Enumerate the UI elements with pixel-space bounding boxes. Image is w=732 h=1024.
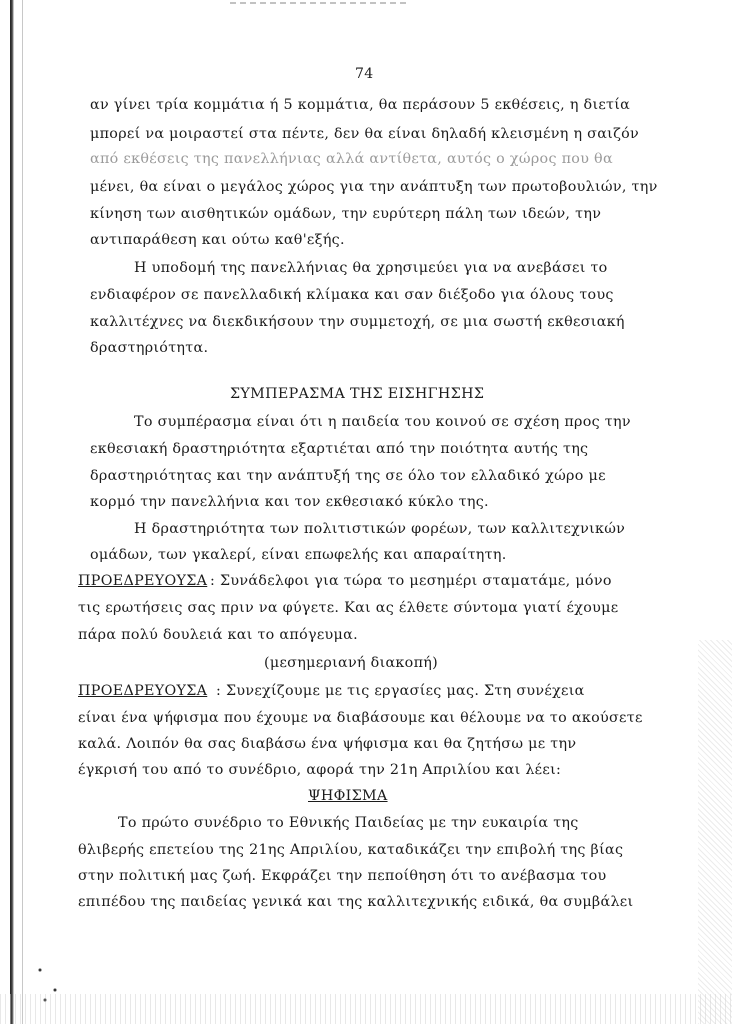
text-line: Η δραστηριότητα των πολιτιστικών φορέων, των καλλιτεχνικών (134, 521, 626, 537)
text-line: θλιβερής επετείου της 21ης Απριλίου, καταδικάζει την επιβολή της βίας (78, 842, 624, 858)
text-line: δραστηριότητα. (90, 340, 209, 356)
text-line: Η υποδομή της πανελλήνιας θα χρησιμεύει για να ανεβάσει το (134, 260, 608, 276)
text-line: : Συνάδελφοι για τώρα το μεσημέρι σταματάμε, μόνο (210, 573, 612, 589)
text-line: αντιπαράθεση και ούτω καθ'εξής. (90, 232, 345, 248)
text-line: ομάδων, των γκαλερί, είναι επωφελής και απαραίτητη. (90, 547, 507, 563)
resolution-heading: ΨΗΦΙΣΜΑ (308, 788, 388, 804)
text-line: μένει, θα είναι ο μεγάλος χώρος για την ανάπτυξη των πρωτοβουλιών, την (90, 179, 658, 195)
section-heading: ΣΥΜΠΕΡΑΣΜΑ ΤΗΣ ΕΙΣΗΓΗΣΗΣ (230, 386, 485, 402)
scan-noise-bottom (0, 994, 732, 1024)
text-line: : Συνεχίζουμε με τις εργασίες μας. Στη συνέχεια (216, 683, 585, 699)
text-line: αν γίνει τρία κομμάτια ή 5 κομμάτια, θα περάσουν 5 εκθέσεις, η διετία (90, 97, 631, 113)
text-line: πάρα πολύ δουλειά και το απόγευμα. (78, 627, 358, 643)
text-line: από εκθέσεις της πανελλήνιας αλλά αντίθετα, αυτός ο χώρος που θα (90, 151, 613, 167)
text-line: δραστηριότητας και την ανάπτυξή της σε όλο τον ελλαδικό χώρο με (90, 468, 606, 484)
text-line: τις ερωτήσεις σας πριν να φύγετε. Και ας έλθετε σύντομα γιατί έχουμε (78, 600, 619, 616)
speaker-label: ΠΡΟΕΔΡΕΥΟΥΣΑ (78, 573, 208, 589)
text-line: Το πρώτο συνέδριο το Εθνικής Παιδείας με την ευκαιρία της (118, 815, 579, 831)
page-number: 74 (355, 66, 374, 82)
text-line: κορμό την πανελλήνια και τον εκθεσιακό κύκλο της. (90, 494, 489, 510)
text-line: καλλιτέχνες να διεκδικήσουν την συμμετοχή, σε μια σωστή εκθεσιακή (90, 314, 625, 330)
scan-noise-top (230, 2, 410, 4)
text-line: εκθεσιακή δραστηριότητα εξαρτιέται από την ποιότητα αυτής της (90, 441, 589, 457)
stage-note: (μεσημεριανή διακοπή) (264, 655, 439, 671)
text-line: καλά. Λοιπόν θα σας διαβάσω ένα ψήφισμα και θα ζητήσω με την (78, 736, 577, 752)
text-line: στην πολιτική μας ζωή. Εκφράζει την πεποίθηση ότι το ανέβασμα του (78, 868, 607, 884)
scan-noise-right (698, 640, 732, 1024)
text-line: είναι ένα ψήφισμα που έχουμε να διαβάσουμε και θέλουμε να το ακούσετε (78, 710, 643, 726)
scan-specks (30, 960, 70, 1010)
text-line: επιπέδου της παιδείας γενικά και της καλλιτεχνικής ειδικά, θα συμβάλει (78, 894, 634, 910)
text-line: Το συμπέρασμα είναι ότι η παιδεία του κοινού σε σχέση προς την (134, 414, 631, 430)
text-line: μπορεί να μοιραστεί στα πέντε, δεν θα είναι δηλαδή κλεισμένη η σαιζόν (90, 126, 640, 142)
scan-edge-left (10, 0, 14, 1024)
text-line: ενδιαφέρον σε πανελλαδική κλίμακα και σαν διέξοδο για όλους τους (90, 287, 614, 303)
text-line: έγκρισή του από το συνέδριο, αφορά την 21η Απριλίου και λέει: (78, 762, 562, 778)
scan-edge-line (22, 0, 23, 1024)
text-line: κίνηση των αισθητικών ομάδων, την ευρύτερη πάλη των ιδεών, την (90, 206, 602, 222)
speaker-label: ΠΡΟΕΔΡΕΥΟΥΣΑ (78, 683, 208, 699)
